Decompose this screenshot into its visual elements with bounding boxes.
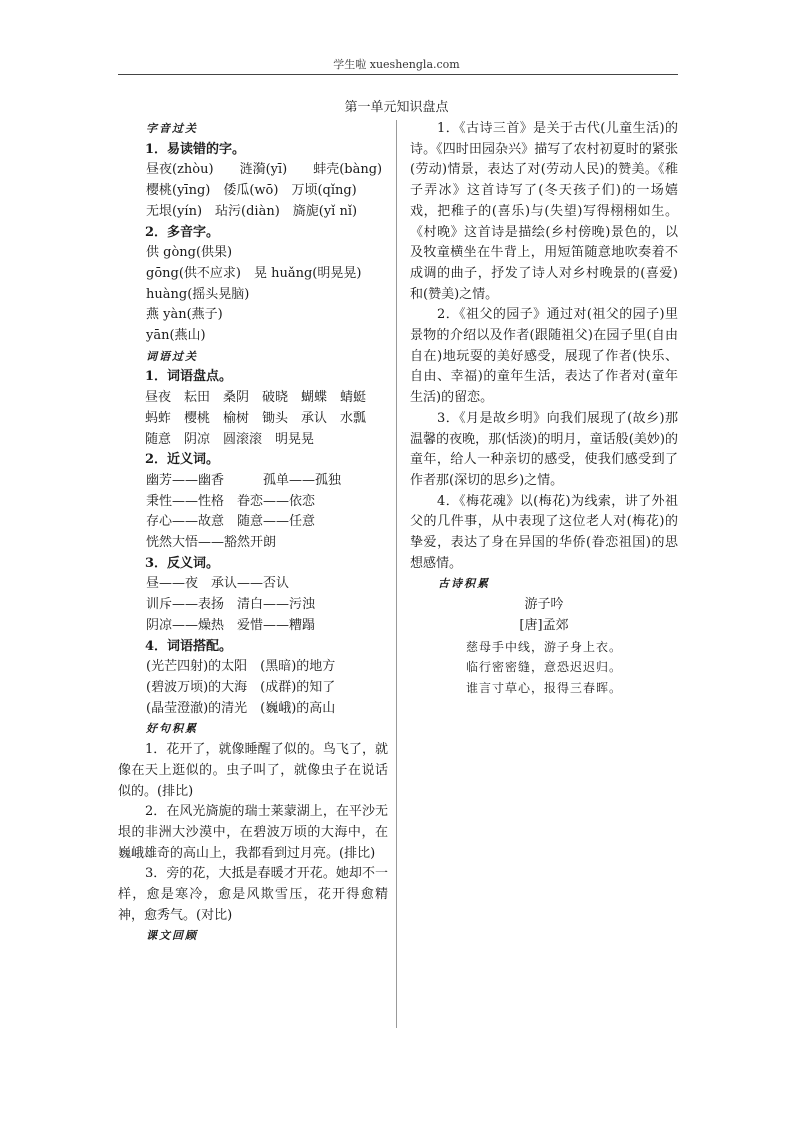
paragraph: 蚂蚱 樱桃 榆树 锄头 承认 水瓢 [145, 410, 367, 426]
paragraph: 1．花开了，就像睡醒了似的。鸟飞了，就像在天上逛似的。虫子叫了，就像虫子在说话似的。(排比) [118, 742, 388, 799]
right-column [410, 119, 678, 699]
text-line: gōng(供不应求) 晃 huǎng(明晃晃) [146, 265, 362, 281]
subheading: 3．反义词。 [145, 555, 220, 571]
text-line: huàng(摇头晃脑) [146, 286, 250, 302]
text-line: 昼——夜 承认——否认 [146, 576, 290, 592]
subheading: 1．词语盘点。 [145, 369, 233, 385]
text-line: (晶莹澄澈)的清光 (巍峨)的高山 [146, 700, 336, 716]
text-line: 燕 yàn(燕子) [146, 307, 223, 323]
poem-line: 谁言寸草心，报得三春晖。 [465, 680, 622, 695]
site-header: 学生啦 xueshengla.com [333, 58, 460, 71]
subheading: 1．易读错的字。 [145, 141, 246, 157]
text-line: (光芒四射)的太阳 (黑暗)的地方 [146, 659, 336, 675]
subheading: 2．多音字。 [145, 224, 220, 240]
text-line: 训斥——表扬 清白——污浊 [146, 597, 316, 613]
paragraph: 3．旁的花，大抵是春暖才开花。她却不一样，愈是寒冷，愈是风欺雪压，花开得愈精神，愈秀气。(对比) [118, 866, 388, 923]
poem-line: 慈母手中线，游子身上衣。 [465, 639, 622, 654]
text-line: 幽芳——幽香 孤单——孤独 [146, 472, 342, 488]
poem-title: 游子吟 [524, 597, 564, 613]
paragraph: 3．《月是故乡明》向我们展现了(故乡)那温馨的夜晚，那(恬淡)的明月，童话般(美妙)的童年，给人一种亲切的感受，使我们感受到了作者那(深切的思乡)之情。 [410, 410, 678, 488]
section-heading: 古诗积累 [438, 577, 490, 591]
poem-line: 临行密密缝，意恐迟迟归。 [465, 660, 622, 675]
subheading: 2．近义词。 [145, 452, 220, 468]
section-heading: 好句积累 [146, 722, 198, 736]
section-heading: 词语过关 [146, 349, 198, 363]
paragraph: 2．在风光旖旎的瑞士莱蒙湖上，在平沙无垠的非洲大沙漠中，在碧波万顷的大海中，在巍峨雄奇的高山上，我都看到过月亮。(排比) [118, 804, 388, 861]
text-line: 恍然大悟——豁然开朗 [146, 535, 277, 551]
page-title: 第一单元知识盘点 [344, 100, 449, 115]
subheading: 4．词语搭配。 [145, 638, 233, 654]
paragraph: 2．《祖父的园子》通过对(祖父的园子)里景物的介绍以及作者(跟随祖父)在园子里(自由自在)地玩耍的美好感受，展现了作者(快乐、自由、幸福)的童年生活，表达了作者对(童年生活)的留恋。 [410, 307, 678, 406]
header-rule [118, 74, 678, 75]
poem-title: [唐]孟郊 [519, 617, 569, 633]
section-heading: 字音过关 [146, 122, 198, 135]
left-column [118, 119, 388, 947]
text-line: 樱桃(yīng) 倭瓜(wō) 万顷(qǐng) [146, 183, 357, 199]
text-line: 阴凉——燥热 爱惜——糟蹋 [146, 617, 316, 633]
text-line: 无垠(yín) 玷污(diàn) 旖旎(yǐ nǐ) [146, 203, 358, 219]
paragraph: 昼夜 耘田 桑阴 破晓 蝴蝶 蜻蜓 [145, 390, 367, 406]
text-line: yān(燕山) [146, 328, 206, 344]
paragraph: 4．《梅花魂》以(梅花)为线索，讲了外祖父的几件事，从中表现了这位老人对(梅花)的挚爱，表达了身在异国的华侨(眷恋祖国)的思想感情。 [410, 493, 678, 571]
column-divider [396, 120, 397, 1028]
section-heading: 课文回顾 [146, 929, 198, 943]
text-line: 昼夜(zhòu) 涟漪(yī) 蚌壳(bàng) [146, 162, 383, 178]
paragraph: 1．《古诗三首》是关于古代(儿童生活)的诗。《四时田园杂兴》描写了农村初夏时的紧张(劳动)情景，表达了对(劳动人民)的赞美。《稚子弄冰》这首诗写了(冬天孩子们)的一场嬉戏，把稚子的(喜乐)与(失望)写得栩栩如生。《村晚》这首诗是描绘(乡村傍晚)景色的，以及牧童横坐在牛背上，用短笛随意地吹奏着不成调的曲子，抒发了诗人对乡村晚景的(喜爱)和(赞美)之情。 [410, 121, 678, 302]
text-line: 存心——故意 随意——任意 [146, 514, 316, 530]
text-line: 秉性——性格 眷恋——依恋 [146, 493, 316, 509]
text-line: 供 gòng(供果) [146, 245, 233, 261]
text-line: (碧波万顷)的大海 (成群)的知了 [146, 679, 336, 695]
paragraph: 随意 阴凉 圆滚滚 明晃晃 [145, 431, 315, 447]
